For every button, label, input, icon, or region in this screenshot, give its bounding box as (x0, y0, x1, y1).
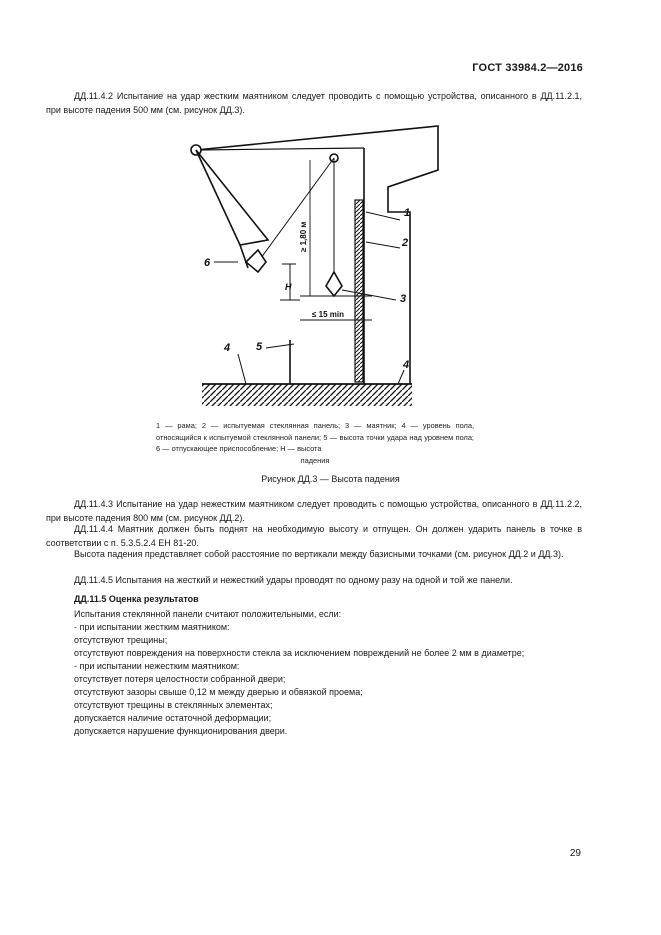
result-line: - при испытании жестким маятником: (74, 622, 230, 632)
result-line: отсутствуют повреждения на поверхности стекла за исключением повреждений не более 2 мм в диаметре; (74, 648, 525, 658)
paragraph-dd-11-4-5: ДД.11.4.5 Испытания на жесткий и нежесткий удары проводят по одному разу на одной и той же панели. (74, 575, 513, 585)
label-3: 3 (400, 293, 407, 305)
legend-text: 1 — рама; 2 — испытуемая стеклянная панель; 3 — маятник; 4 — уровень пола, относящийся к испытуемой стеклянной панели; 5 — высота точки удара над уровнем пола; 6 — отпускающее приспособление; H — высота (156, 421, 474, 453)
result-line: допускается наличие остаточной деформации; (74, 713, 272, 723)
label-h: H (285, 282, 292, 292)
dimension-15: ≤ 15 min (312, 310, 344, 319)
page-number: 29 (569, 848, 581, 859)
dimension-180: ≥ 1,80 м (299, 221, 308, 252)
result-line: отсутствуют трещины; (74, 635, 168, 645)
label-4-left: 4 (224, 342, 231, 354)
result-line: отсутствует потеря целостности собранной двери; (74, 674, 286, 684)
paragraph-dd-11-4-4: ДД.11.4.4 Маятник должен быть поднят на необходимую высоту и отпущен. Он должен ударить панель в точке в соответствии с п. 5.3.5.2.4 ЕН 81-20. (46, 524, 582, 548)
figure-caption: Рисунок ДД.3 — Высота падения (261, 474, 400, 484)
result-line: - при испытании нежестким маятником: (74, 661, 240, 671)
paragraph-dd-11-4-2: ДД.11.4.2 Испытание на удар жестким маятником следует проводить с помощью устройства, описанного в ДД.11.2.1, при высоте падения 500 мм (см. рисунок ДД.3). (46, 91, 582, 115)
figure-dd-3-drop-height (0, 0, 661, 420)
section-heading: ДД.11.5 Оценка результатов (74, 594, 199, 604)
label-2: 2 (402, 237, 409, 249)
result-line: отсутствуют трещины в стеклянных элементах; (74, 700, 273, 710)
label-5: 5 (256, 341, 263, 353)
result-line: отсутствуют зазоры свыше 0,12 м между дверью и обвязкой проема; (74, 687, 363, 697)
result-line: допускается нарушение функционирования двери. (74, 726, 288, 736)
legend-last-line: падения (300, 455, 330, 465)
label-1: 1 (404, 207, 411, 219)
label-6: 6 (204, 257, 211, 269)
label-4-right: 4 (403, 359, 410, 371)
result-line: Испытания стеклянной панели считают положительными, если: (74, 609, 342, 619)
standard-code: ГОСТ 33984.2—2016 (472, 62, 583, 74)
paragraph-drop-height-definition: Высота падения представляет собой расстояние по вертикали между базисными точками (см. рисунок ДД.2 и ДД.3). (74, 549, 564, 559)
floor-hatching (202, 384, 412, 406)
paragraph-dd-11-4-3: ДД.11.4.3 Испытание на удар нежестким маятником следует проводить с помощью устройства, описанного в ДД.11.2.2, при высоте падения 800 мм (см. рисунок ДД.2). (46, 499, 582, 523)
figure-legend (156, 420, 474, 466)
